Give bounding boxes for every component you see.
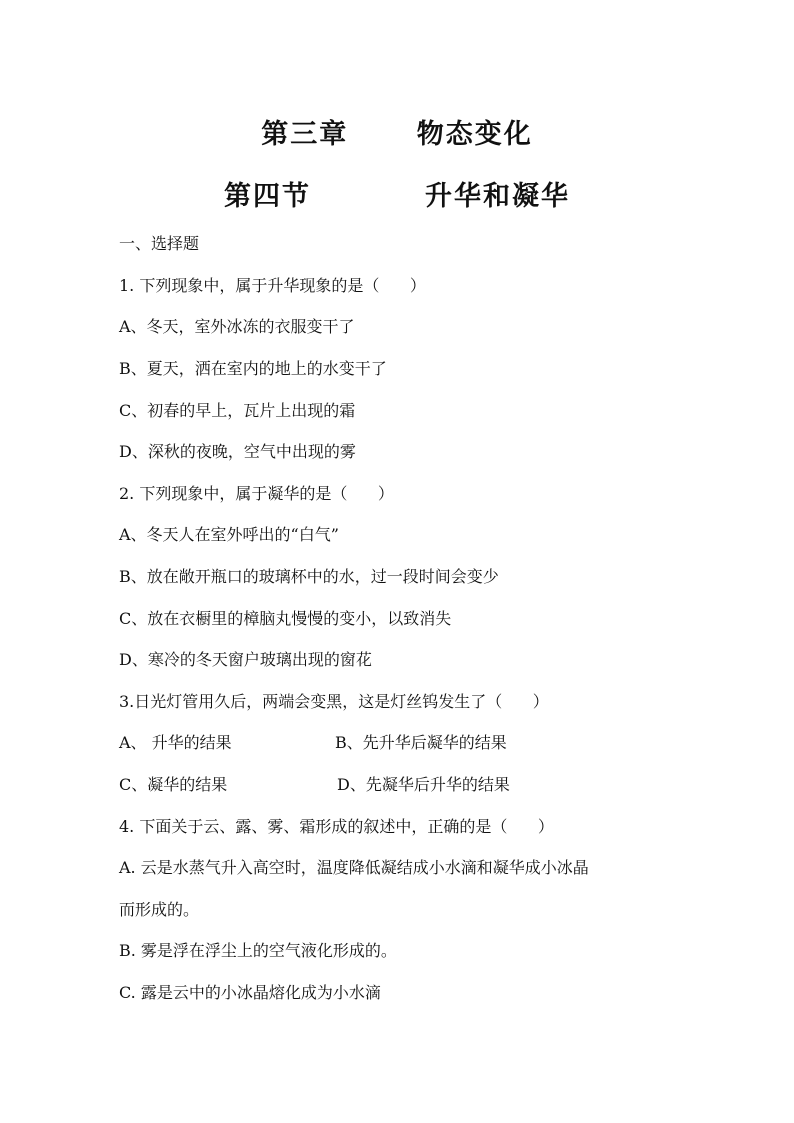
question-2-option-d: D、寒冷的冬天窗户玻璃出现的窗花 (119, 650, 372, 669)
section-heading: 一、选择题 (119, 234, 200, 253)
question-3-option-d: D、先凝华后升华的结果 (337, 775, 510, 794)
question-1-option-a: A、冬天，室外冰冻的衣服变干了 (119, 317, 355, 336)
question-3-option-b: B、先升华后凝华的结果 (335, 733, 507, 752)
question-4-stem: 4. 下面关于云、露、雾、霜形成的叙述中，正确的是（ ） (119, 817, 554, 836)
question-1-option-b: B、夏天，洒在室内的地上的水变干了 (119, 359, 387, 378)
question-4-option-a-continued: 而形成的。 (119, 900, 200, 919)
question-4-option-a: A. 云是水蒸气升入高空时，温度降低凝结成小水滴和凝华成小冰晶 (119, 858, 589, 877)
question-2-option-a: A、冬天人在室外呼出的“白气” (119, 525, 339, 544)
question-2-option-b: B、放在敞开瓶口的玻璃杯中的水，过一段时间会变少 (119, 567, 499, 586)
question-1-option-d: D、深秋的夜晚，空气中出现的雾 (119, 442, 356, 461)
question-3-stem: 3.日光灯管用久后，两端会变黑，这是灯丝钨发生了（ ） (119, 692, 549, 711)
question-3-option-a: A、 升华的结果 (119, 733, 232, 752)
question-2-stem: 2. 下列现象中，属于凝华的是（ ） (119, 484, 394, 503)
question-2-option-c: C、放在衣橱里的樟脑丸慢慢的变小，以致消失 (119, 609, 452, 628)
chapter-title: 第三章 物态变化 (261, 119, 533, 150)
question-3-option-c: C、凝华的结果 (119, 775, 228, 794)
question-4-option-c: C. 露是云中的小冰晶熔化成为小水滴 (119, 983, 381, 1002)
section-title: 第四节 升华和凝华 (224, 181, 570, 212)
question-4-option-b: B. 雾是浮在浮尘上的空气液化形成的。 (119, 941, 397, 960)
question-1-stem: 1. 下列现象中，属于升华现象的是（ ） (119, 276, 426, 295)
question-1-option-c: C、初春的早上，瓦片上出现的霜 (119, 401, 356, 420)
